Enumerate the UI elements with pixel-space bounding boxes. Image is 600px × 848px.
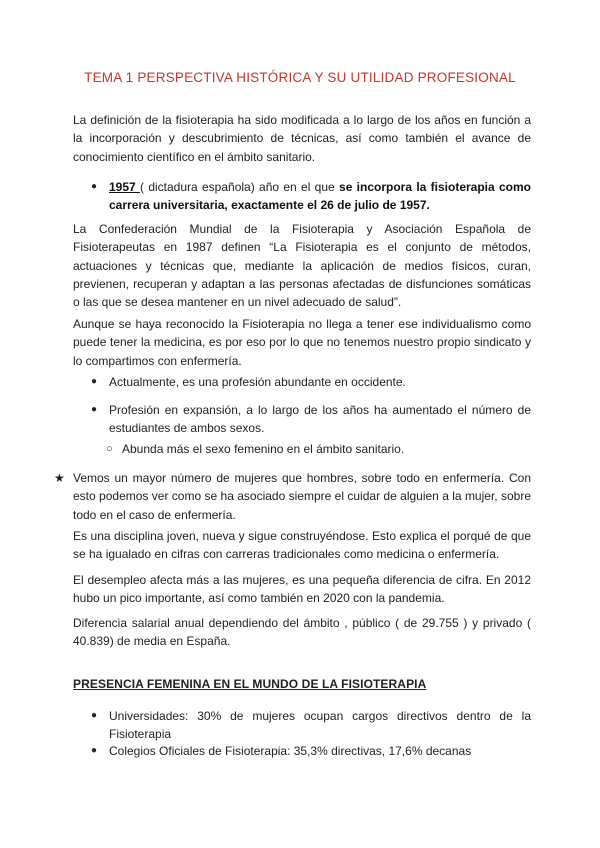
desempleo-paragraph: El desempleo afecta más a las mujeres, es una pequeña diferencia de cifra. En 2012 hubo un pico importante, así como también en 2020 con la pandemia.	[73, 573, 531, 606]
bullet-1957	[109, 178, 531, 215]
bullet-dot-icon: ●	[91, 710, 98, 721]
bullet-dot-icon: ●	[91, 745, 98, 756]
year-1957: 1957	[109, 180, 141, 194]
bullet-dot-icon: ●	[91, 181, 98, 192]
bullet-item: Colegios Oficiales de Fisioterapia: 35,3% directivas, 17,6% decanas	[109, 744, 472, 758]
disciplina-paragraph: Es una disciplina joven, nueva y sigue construyéndose. Esto explica el porqué de que se ha igualado en cifras con carreras tradicionales como medicina o enfermería.	[73, 529, 531, 562]
bullet-item: Actualmente, es una profesión abundante en occidente.	[109, 375, 406, 389]
sub-bullet-circle-icon: ○	[106, 443, 113, 455]
star-item: Vemos un mayor número de mujeres que hombres, sobre todo en enfermería. Con esto podemos ver como se ha asociado siempre el cuidar de alguien a la mujer, sobre todo en el caso de enfermería.	[73, 471, 531, 522]
page-title: TEMA 1 PERSPECTIVA HISTÓRICA Y SU UTILIDAD PROFESIONAL	[84, 70, 516, 85]
section-heading: PRESENCIA FEMENINA EN EL MUNDO DE LA FISIOTERAPIA	[73, 677, 427, 691]
bullet-1957-text: ( dictadura española) año en el que	[140, 180, 340, 194]
bullet-dot-icon: ●	[91, 376, 98, 387]
bullet-item: Universidades: 30% de mujeres ocupan cargos directivos dentro de la Fisioterapia	[109, 709, 531, 742]
star-icon: ★	[54, 471, 65, 485]
confederacion-paragraph: La Confederación Mundial de la Fisioterapia y Asociación Española de Fisioterapeutas en 1987 definen “La Fisioterapia es el conjunto de métodos, actuaciones y técnicas que, mediante la aplicación de medios físicos, curan, previenen, recuperan y adaptan a las personas afectadas de disfunciones somáticas o las que se desea mantener en un nivel adecuado de salud”.	[73, 222, 531, 310]
aunque-paragraph: Aunque se haya reconocido la Fisioterapia no llega a tener ese individualismo como puede tener la medicina, es por eso por lo que no tenemos nuestro propio sindicato y lo compartimos con enfermería.	[73, 317, 531, 368]
bullet-dot-icon: ●	[91, 404, 98, 415]
sub-bullet-item: Abunda más el sexo femenino en el ámbito sanitario.	[122, 442, 405, 456]
bullet-1957-bold: se incorpora la fisioterapia como carrera universitaria, exactamente el 26 de julio de 1957.	[109, 180, 531, 213]
bullet-item: Profesión en expansión, a lo largo de los años ha aumentado el número de estudiantes de ambos sexos.	[109, 403, 531, 436]
intro-paragraph: La definición de la fisioterapia ha sido modificada a lo largo de los años en función a la incorporación y descubrimiento de técnicas, así como también el avance de conocimiento científico en el ámbito sanitario.	[73, 113, 531, 164]
salarial-paragraph: Diferencia salarial anual dependiendo del ámbito , público ( de 29.755 ) y privado ( 40.839) de media en España.	[73, 616, 531, 649]
